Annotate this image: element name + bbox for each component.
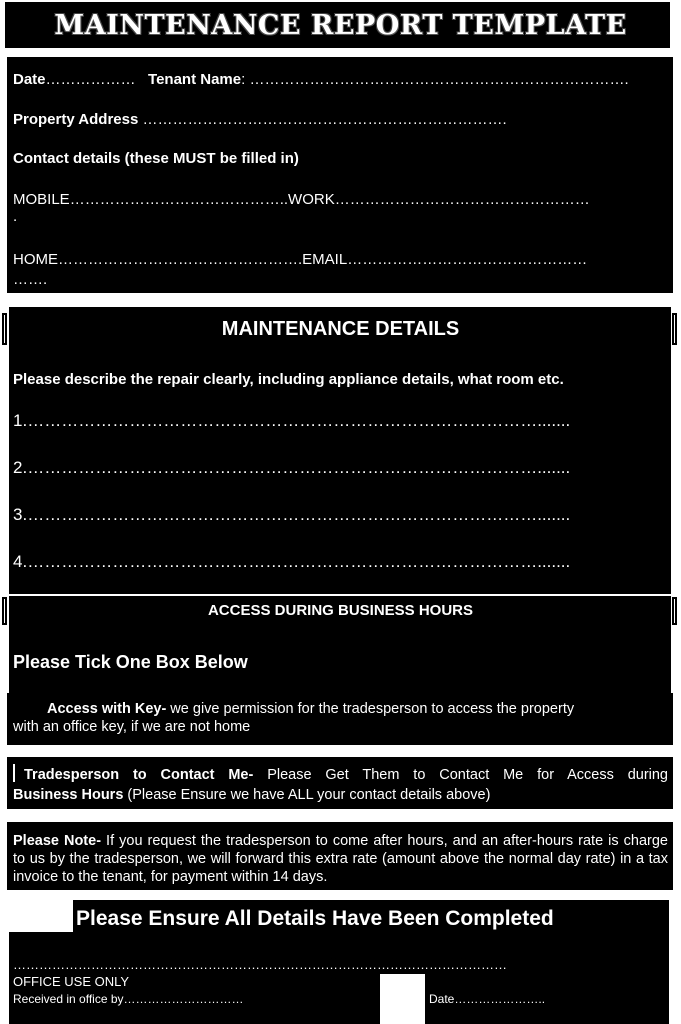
received-label: Received in office by <box>13 992 124 1006</box>
repair-line-1[interactable]: 1.………………………………………………………………………………....... <box>13 411 571 430</box>
access-heading: ACCESS DURING BUSINESS HOURS <box>207 602 474 619</box>
work-field-continuation: . <box>13 208 18 225</box>
property-address-field[interactable]: ………………………………………………………………. <box>138 111 507 128</box>
email-label: EMAIL <box>302 251 348 268</box>
maintenance-panel <box>9 307 671 594</box>
date-row <box>13 71 629 88</box>
contact-option-text-2: (Please Ensure we have ALL your contact details above) <box>123 787 491 803</box>
tick-heading: Please Tick One Box Below <box>13 652 248 672</box>
property-address-row <box>13 111 507 128</box>
repair-instruction: Please describe the repair clearly, including appliance details, what room etc. <box>13 371 564 388</box>
office-white-box <box>380 974 425 1024</box>
date-label: Date <box>13 71 46 88</box>
maintenance-heading: MAINTENANCE DETAILS <box>221 318 460 340</box>
note-label: Please Note- <box>13 833 102 849</box>
repair-line-3[interactable]: 3.………………………………………………………………………………....... <box>13 505 571 524</box>
office-date-row <box>429 992 545 1006</box>
mobile-work-row <box>13 191 590 208</box>
access-key-label: Access with Key- <box>47 701 167 717</box>
received-field[interactable]: ………………………… <box>123 992 244 1006</box>
access-key-text: we give permission for the tradesperson to access the property <box>166 701 575 717</box>
contact-option-cont <box>13 787 490 803</box>
property-address-label: Property Address <box>13 111 139 128</box>
contact-option[interactable] <box>24 767 668 783</box>
contact-tick-box[interactable] <box>13 764 15 782</box>
contact-details-label: Contact details (these MUST be filled in) <box>13 150 299 167</box>
contact-option-label: Tradesperson to Contact Me- <box>24 767 254 783</box>
office-date-label: Date <box>429 992 455 1006</box>
mobile-field[interactable]: …………………………………….. <box>69 191 289 208</box>
page-title: MAINTENANCE REPORT TEMPLATE <box>54 10 627 41</box>
work-field[interactable]: …………………………………………… <box>334 191 590 208</box>
email-field-continuation: ……. <box>13 271 48 288</box>
date-field[interactable]: ……………… <box>45 71 136 88</box>
home-label: HOME <box>13 251 58 268</box>
ensure-text: Please Ensure All Details Have Been Completed <box>76 907 554 930</box>
received-row <box>13 992 244 1006</box>
home-field[interactable]: …………………………………………. <box>58 251 303 268</box>
note-paragraph <box>13 832 668 886</box>
work-label: WORK <box>288 191 335 208</box>
email-field[interactable]: ………………………………………… <box>347 251 588 268</box>
access-key-option[interactable] <box>13 701 574 717</box>
home-email-row <box>13 251 587 268</box>
repair-line-4[interactable]: 4.………………………………………………………………………………....... <box>13 552 571 571</box>
contact-option-text: Please Get Them to Contact Me for Access during <box>253 767 668 783</box>
repair-line-2[interactable]: 2.………………………………………………………………………………....... <box>13 458 571 477</box>
tenant-name-field[interactable]: : …………………………………………………………………. <box>241 71 629 88</box>
office-use-label: OFFICE USE ONLY <box>13 974 130 989</box>
mobile-label: MOBILE <box>13 191 70 208</box>
note-text: If you request the tradesperson to come after hours, and an after-hours rate is charge to us by the tradesperson, we will forward this extra rate (amount above the normal day rate) in a tax invoice to the tenant, for payment within 14 days. <box>13 833 668 885</box>
access-key-text-cont: with an office key, if we are not home <box>13 719 251 735</box>
office-date-field[interactable]: ………………….. <box>454 992 546 1006</box>
footer-divider: …………………………………………………………………………………………………… <box>13 957 507 972</box>
business-hours-label: Business Hours <box>13 787 124 803</box>
tenant-name-label: Tenant Name <box>148 71 242 88</box>
